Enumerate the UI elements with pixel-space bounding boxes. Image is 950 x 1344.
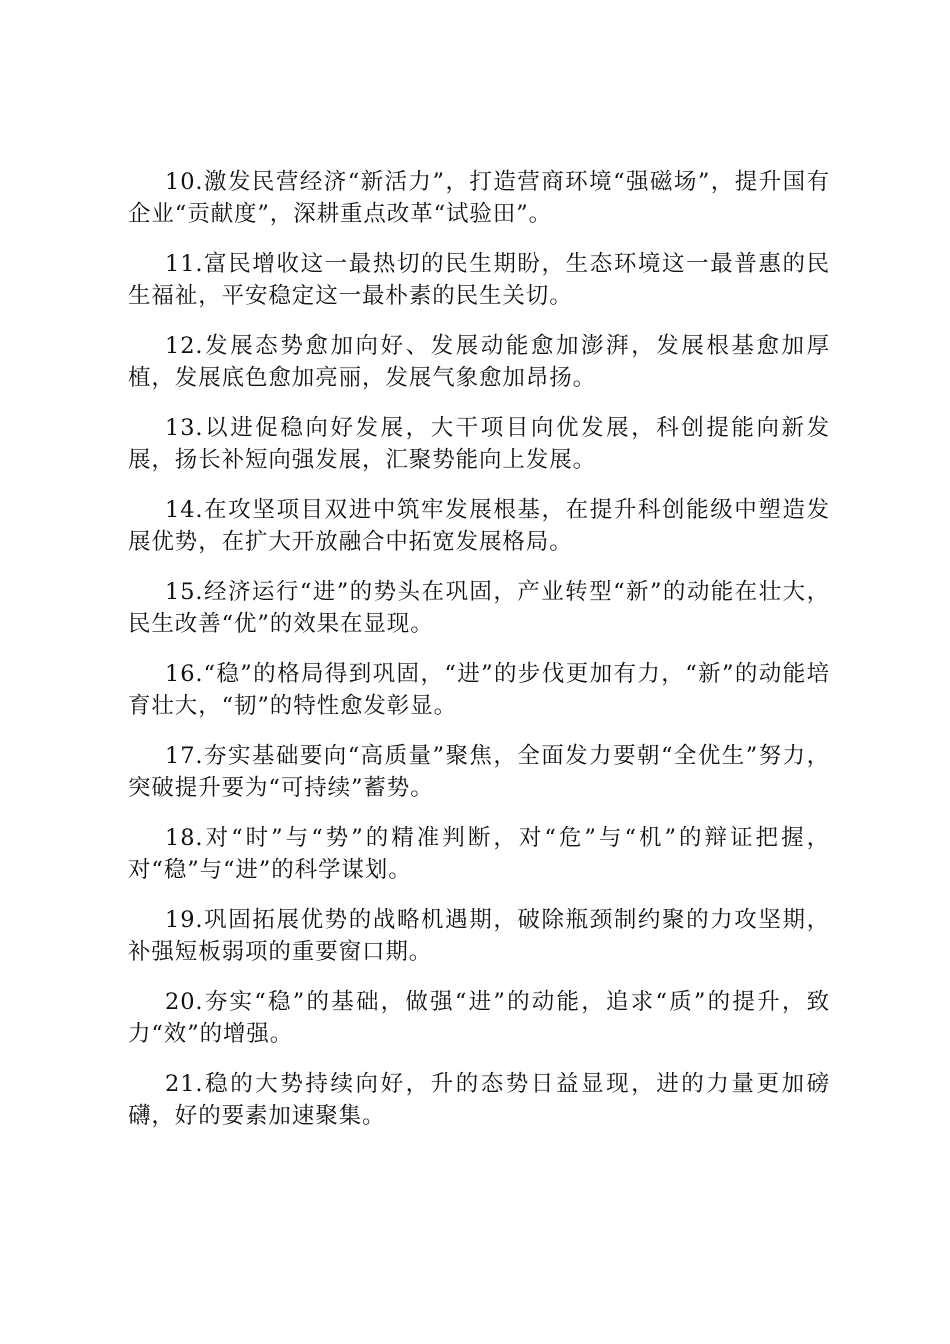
paragraph-21: 21.稳的大势持续向好，升的态势日益显现，进的力量更加磅礴，好的要素加速聚集。 [128,1071,830,1129]
paragraph-12: 12.发展态势愈加向好、发展动能愈加澎湃，发展根基愈加厚植，发展底色愈加亮丽，发展气象愈加昂扬。 [128,333,830,391]
paragraph-13: 13.以进促稳向好发展，大干项目向优发展，科创提能向新发展，扬长补短向强发展，汇聚势能向上发展。 [128,415,830,473]
paragraph-16: 16.“稳”的格局得到巩固，“进”的步伐更加有力，“新”的动能培育壮大，“韧”的特性愈发彰显。 [128,661,830,719]
paragraph-14: 14.在攻坚项目双进中筑牢发展根基，在提升科创能级中塑造发展优势，在扩大开放融合中拓宽发展格局。 [128,497,830,555]
paragraph-17: 17.夯实基础要向“高质量”聚焦，全面发力要朝“全优生”努力，突破提升要为“可持续”蓄势。 [128,743,830,801]
paragraph-10: 10.激发民营经济“新活力”，打造营商环境“强磁场”，提升国有企业“贡献度”，深耕重点改革“试验田”。 [128,169,830,227]
paragraph-20: 20.夯实“稳”的基础，做强“进”的动能，追求“质”的提升，致力“效”的增强。 [128,989,830,1047]
paragraph-11: 11.富民增收这一最热切的民生期盼，生态环境这一最普惠的民生福祉，平安稳定这一最朴素的民生关切。 [128,251,830,309]
paragraph-19: 19.巩固拓展优势的战略机遇期，破除瓶颈制约聚的力攻坚期，补强短板弱项的重要窗口期。 [128,907,830,965]
paragraph-18: 18.对“时”与“势”的精准判断，对“危”与“机”的辩证把握，对“稳”与“进”的科学谋划。 [128,825,830,883]
document-body [128,166,830,1150]
paragraph-15: 15.经济运行“进”的势头在巩固，产业转型“新”的动能在壮大，民生改善“优”的效果在显现。 [128,579,830,637]
